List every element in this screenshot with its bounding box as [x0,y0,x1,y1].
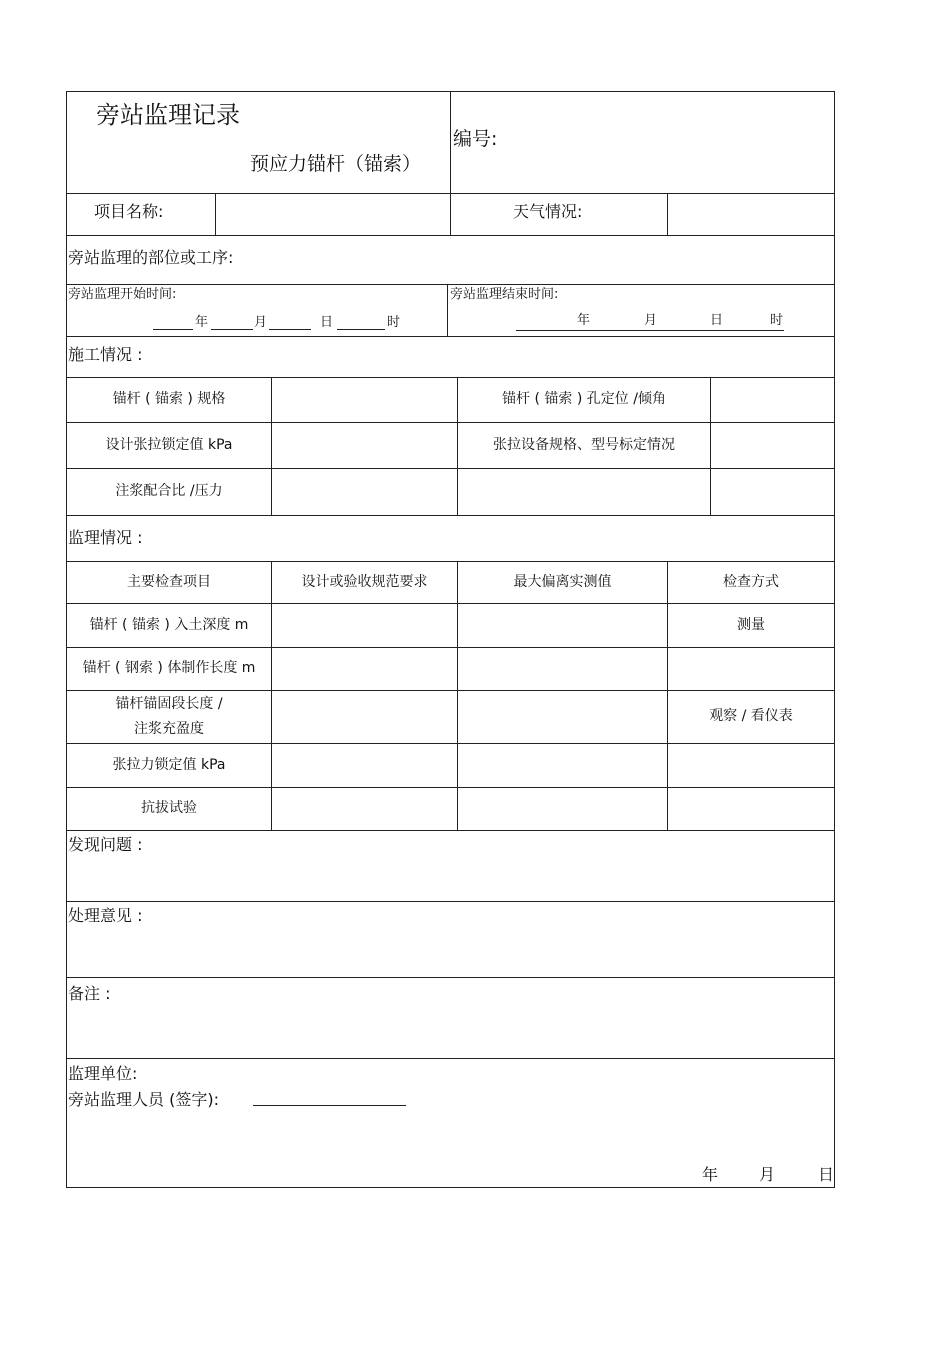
weather-label: 天气情况: [513,202,583,221]
construction-right-label [458,469,710,515]
column-header: 检查方式 [723,573,779,590]
start-month-unit: 月 [254,315,268,330]
supervised-part-label: 旁站监理的部位或工序: [68,248,234,267]
construction-left-label: 注浆配合比 /压力 [115,483,223,500]
construction-right-label: 锚杆 ( 锚索 ) 孔定位 /倾角 [502,391,666,408]
end-time-label: 旁站监理结束时间: [450,287,559,302]
column-header: 主要检查项目 [127,573,211,590]
check-item-label: 张拉力锁定值 kPa [112,756,226,773]
form-title: 旁站监理记录 [96,101,240,129]
check-item-label: 锚杆 ( 钢索 ) 体制作长度 m [82,660,256,677]
rule [667,193,668,235]
end-hour-unit: 时 [770,313,784,328]
construction-heading: 施工情况 : [68,345,143,364]
check-method-value [668,648,834,690]
start-hour-unit: 时 [387,315,401,330]
project-name-field[interactable] [217,195,448,233]
supervision-heading: 监理情况 : [68,528,143,547]
check-method-value: 测量 [737,616,765,633]
rule [66,901,835,902]
rule [66,515,835,516]
problems-label: 发现问题 : [68,835,143,854]
check-method-value [668,744,834,787]
remarks-label: 备注 : [68,984,111,1003]
check-item-label: 锚杆 ( 锚索 ) 入土深度 m [89,616,249,633]
staff-signature-label: 旁站监理人员 (签字): [68,1090,219,1109]
supervision-unit-label: 监理单位: [68,1064,138,1083]
rule [66,977,835,978]
footer-year: 年 [702,1165,719,1184]
column-header: 最大偏离实测值 [513,573,612,590]
construction-right-label: 张拉设备规格、型号标定情况 [493,436,675,453]
construction-left-label: 锚杆 ( 锚索 ) 规格 [112,391,226,408]
rule [447,284,448,336]
number-label: 编号: [453,128,498,150]
rule [66,336,835,337]
rule [66,830,835,831]
start-month-blank[interactable] [211,329,253,330]
rule [66,235,835,236]
column-header: 设计或验收规范要求 [301,573,428,590]
start-day-unit: 日 [320,315,334,330]
check-method-value: 观察 / 看仪表 [709,708,793,725]
form-subtitle: 预应力锚杆（锚索） [250,153,422,175]
rule [450,91,451,235]
footer-day: 日 [818,1165,835,1184]
rule [215,193,216,235]
start-hour-blank[interactable] [337,329,385,330]
end-month-unit: 月 [644,313,658,328]
rule [271,377,272,515]
end-year-unit: 年 [577,313,591,328]
start-time-label: 旁站监理开始时间: [68,287,177,302]
end-day-unit: 日 [710,313,724,328]
rule [66,284,835,285]
check-item-label: 锚杆锚固段长度 / 注浆充盈度 [115,695,223,737]
start-day-blank[interactable] [269,329,311,330]
weather-field[interactable] [669,195,832,233]
opinion-label: 处理意见 : [68,906,143,925]
check-method-value [668,788,834,830]
start-year-unit: 年 [195,315,209,330]
start-year-blank[interactable] [153,329,193,330]
check-item-label: 抗拔试验 [141,800,197,817]
footer-month: 月 [759,1165,776,1184]
rule [710,377,711,515]
construction-left-label: 设计张拉锁定值 kPa [105,436,233,453]
rule [66,1058,835,1059]
end-time-blank[interactable] [516,330,784,331]
project-name-label: 项目名称: [94,202,164,221]
signature-line[interactable] [253,1105,406,1106]
